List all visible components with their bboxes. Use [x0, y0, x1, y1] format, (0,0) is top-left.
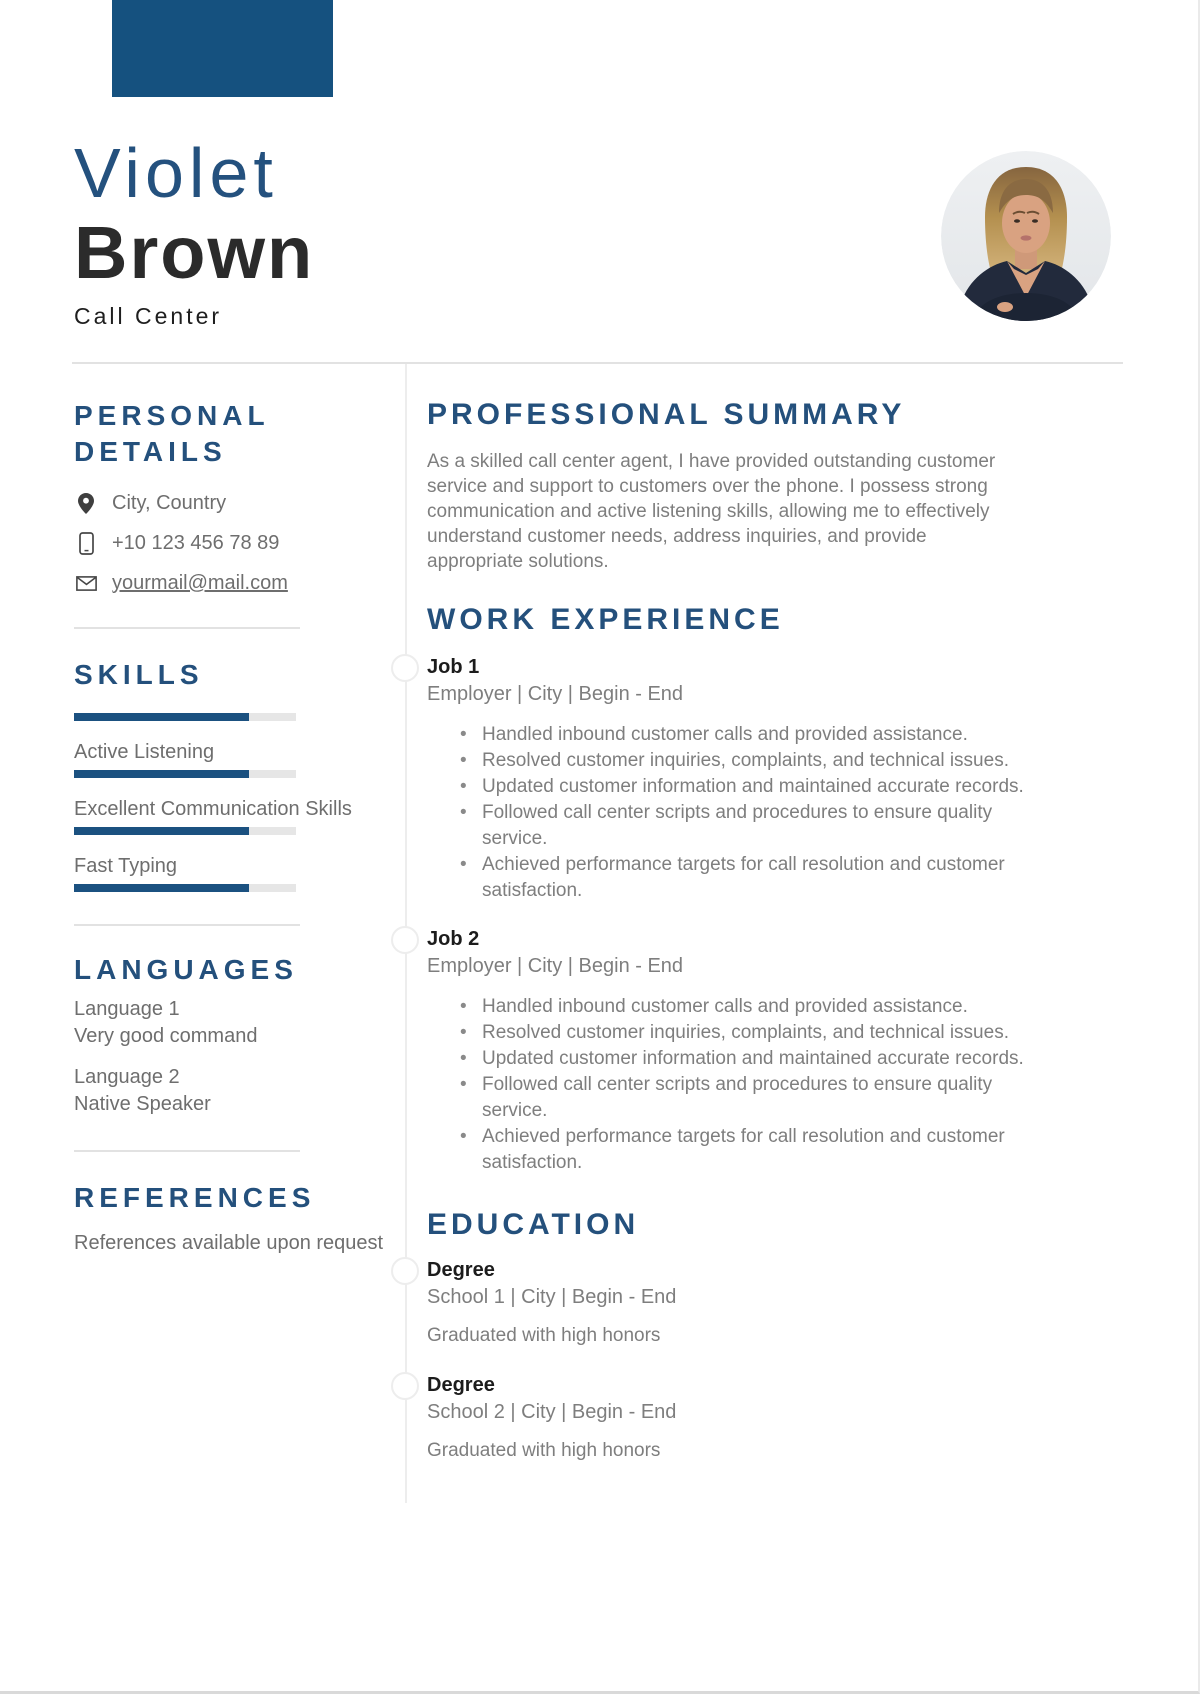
language-level: Very good command — [74, 1025, 258, 1047]
job-bullet: • Handled inbound customer calls and provided assistance. — [460, 722, 1058, 748]
skill-bar-fill — [74, 713, 249, 721]
job-bullet: • Followed call center scripts and procedures to ensure quality service. — [460, 800, 1058, 852]
languages-section — [74, 952, 405, 1118]
skill-bar — [74, 770, 296, 778]
education-heading: EDUCATION — [427, 1208, 640, 1241]
sidebar-divider — [74, 924, 300, 926]
references-heading: REFERENCES — [74, 1182, 316, 1213]
degree-title: Degree — [427, 1259, 495, 1281]
degree-title: Degree — [427, 1374, 495, 1396]
job-bullet: • Resolved customer inquiries, complaints, and technical issues. — [460, 748, 1058, 774]
references-text: References available upon request — [74, 1232, 384, 1254]
skill-label: Fast Typing — [74, 855, 178, 877]
sidebar-divider — [74, 627, 300, 629]
language-item — [74, 1064, 405, 1118]
sidebar-divider — [74, 1150, 300, 1152]
references-section — [74, 1180, 405, 1255]
contact-email — [74, 572, 405, 595]
language-name: Language 1 — [74, 998, 180, 1020]
skills-heading: SKILLS — [74, 659, 204, 690]
main-column — [405, 364, 1198, 1503]
languages-heading: LANGUAGES — [74, 954, 298, 985]
personal-details-section — [74, 398, 405, 595]
summary-heading: PROFESSIONAL SUMMARY — [427, 398, 906, 431]
contact-phone — [74, 532, 405, 555]
job-title-text: Job 1 — [427, 656, 480, 678]
job-bullet: • Handled inbound customer calls and provided assistance. — [460, 994, 1058, 1020]
skill-label: Active Listening — [74, 741, 215, 763]
skill-bar-fill — [74, 770, 249, 778]
phone-text: +10 123 456 78 89 — [112, 532, 280, 554]
language-name: Language 2 — [74, 1066, 180, 1088]
location-pin-icon — [74, 493, 98, 514]
personal-details-heading: PERSONAL DETAILS — [74, 400, 270, 467]
degree-meta: School 2 | City | Begin - End — [427, 1401, 677, 1423]
skill-bar — [74, 884, 296, 892]
degree-entry — [427, 1257, 1058, 1348]
job-bullet: • Updated customer information and maintained accurate records. — [460, 1046, 1058, 1072]
accent-block — [112, 0, 333, 97]
job-entry — [427, 926, 1058, 1176]
degree-note: Graduated with high honors — [427, 1440, 661, 1461]
envelope-icon — [74, 576, 98, 591]
job-bullet: • Resolved customer inquiries, complaints, and technical issues. — [460, 1020, 1058, 1046]
phone-icon — [74, 532, 98, 555]
job-meta: Employer | City | Begin - End — [427, 955, 684, 977]
skills-section — [74, 657, 405, 892]
sidebar — [0, 364, 405, 1503]
language-level: Native Speaker — [74, 1093, 211, 1115]
job-title-text: Job 2 — [427, 928, 480, 950]
first-name: Violet — [74, 134, 278, 212]
skill-bar-fill — [74, 884, 249, 892]
job-title: Call Center — [74, 303, 223, 329]
degree-meta: School 1 | City | Begin - End — [427, 1286, 677, 1308]
contact-location — [74, 492, 405, 515]
skill-bar-fill — [74, 827, 249, 835]
content-columns — [0, 364, 1198, 1503]
location-text: City, Country — [112, 492, 227, 514]
resume-header — [0, 0, 1198, 362]
last-name: Brown — [74, 211, 315, 294]
work-experience-heading: WORK EXPERIENCE — [427, 603, 784, 636]
job-bullet: • Followed call center scripts and procedures to ensure quality service. — [460, 1072, 1058, 1124]
skill-bar — [74, 827, 296, 835]
work-experience-section — [427, 601, 1058, 1176]
summary-section — [427, 396, 1058, 574]
profile-photo — [941, 151, 1111, 321]
job-bullet: • Achieved performance targets for call resolution and customer satisfaction. — [460, 1124, 1058, 1176]
profile-photo-graphic — [941, 151, 1111, 321]
language-item — [74, 996, 405, 1050]
email-link[interactable]: yourmail@mail.com — [112, 572, 288, 594]
job-entry — [427, 654, 1058, 904]
education-section — [427, 1206, 1058, 1463]
job-bullet: • Achieved performance targets for call resolution and customer satisfaction. — [460, 852, 1058, 904]
degree-entry — [427, 1372, 1058, 1463]
job-bullet-list — [427, 994, 1058, 1176]
summary-text: As a skilled call center agent, I have provided outstanding customer service and support to customers over the phone. I possess strong communication and active listening skills, allowing me to effectively understand customer needs, address inquiries, and provide appropriate solutions. — [427, 451, 996, 572]
job-bullet: • Updated customer information and maintained accurate records. — [460, 774, 1058, 800]
job-bullet-list — [427, 722, 1058, 904]
skill-bar — [74, 713, 296, 721]
job-meta: Employer | City | Begin - End — [427, 683, 684, 705]
skill-label: Excellent Communication Skills — [74, 798, 352, 820]
degree-note: Graduated with high honors — [427, 1325, 661, 1346]
